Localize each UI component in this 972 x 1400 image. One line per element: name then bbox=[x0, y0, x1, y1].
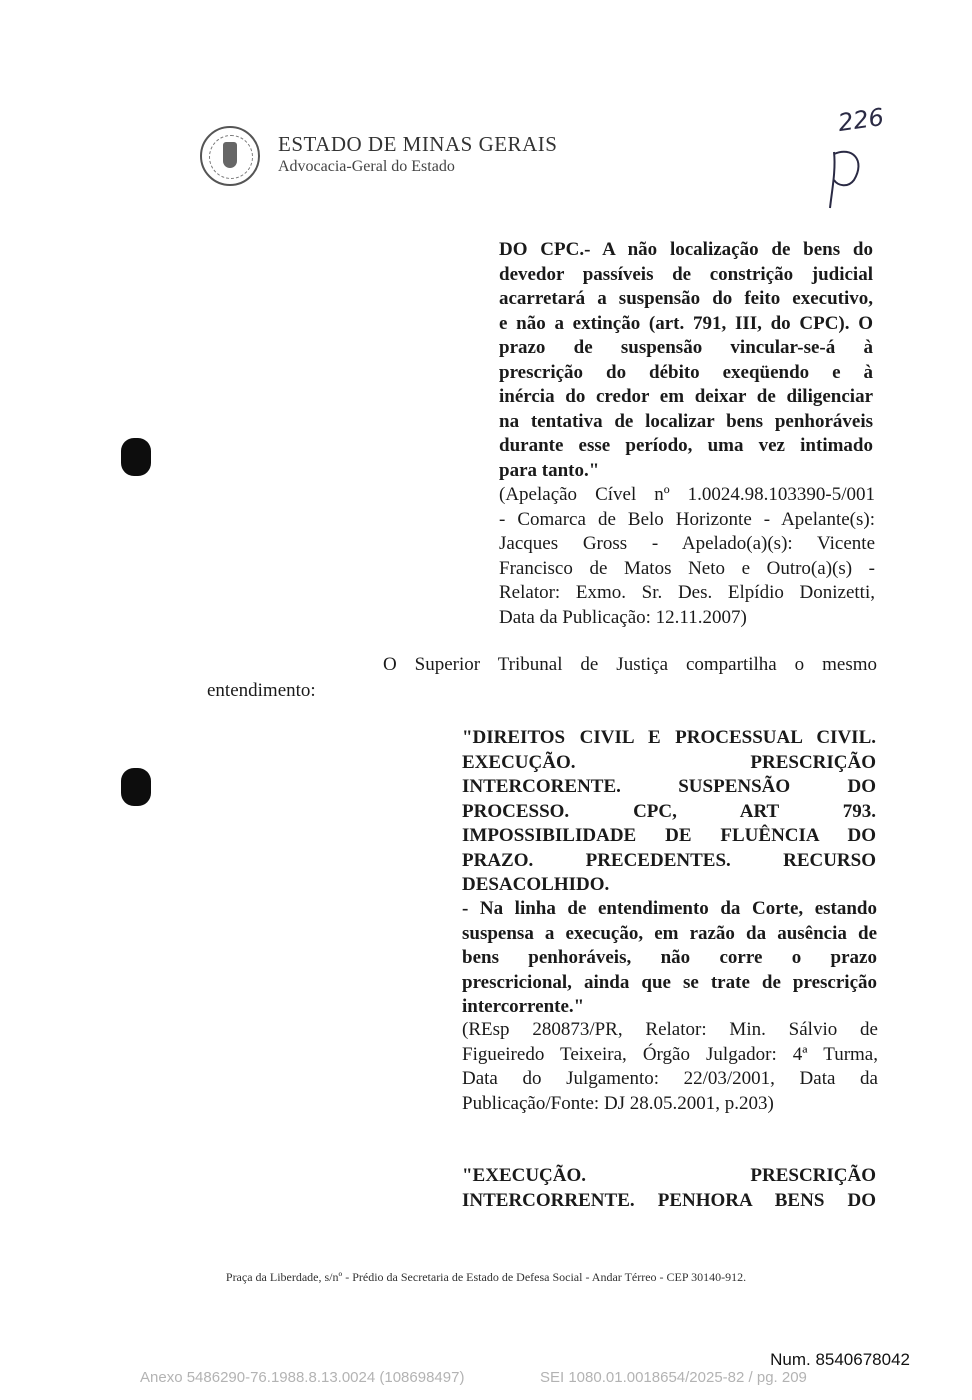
quote-3-heading-line: INTERCORRENTE. PENHORA BENS DO bbox=[462, 1189, 876, 1211]
footer-address: Praça da Liberdade, s/nº - Prédio da Secretaria de Estado de Defesa Social - Andar Térreo - CEP 30140-912. bbox=[225, 1270, 747, 1284]
citation-2-line: (REsp 280873/PR, Relator: Min. Sálvio de bbox=[462, 1019, 878, 1040]
sei-watermark: SEI 1080.01.0018654/2025-82 / pg. 209 bbox=[540, 1369, 807, 1386]
quote-1-line: prescrição do débito exeqüendo e à bbox=[499, 361, 873, 383]
paragraph-2-line-1 bbox=[383, 654, 877, 676]
handwritten-initial bbox=[826, 140, 868, 212]
quote-2-heading-line: IMPOSSIBILIDADE DE FLUÊNCIA DO bbox=[462, 825, 876, 846]
citation-1-line: (Apelação Cível nº 1.0024.98.103390-5/001 bbox=[499, 484, 875, 505]
citation-1-line: Relator: Exmo. Sr. Des. Elpídio Donizetti, bbox=[499, 582, 875, 603]
punch-hole-bottom bbox=[121, 768, 151, 806]
quote-1-line: inércia do credor em deixar de diligenciar bbox=[499, 386, 873, 407]
citation-1-line: Francisco de Matos Neto e Outro(a)(s) - bbox=[499, 557, 875, 579]
quote-2-heading-line: INTERCORENTE. SUSPENSÃO DO bbox=[462, 776, 876, 797]
handwritten-page-number: 226 bbox=[836, 102, 886, 138]
quote-2-body-line: - Na linha de entendimento da Corte, estando bbox=[462, 898, 877, 919]
coat-of-arms-seal bbox=[200, 126, 260, 186]
paragraph-2-text: O Superior Tribunal de Justiça compartilha o mesmo bbox=[383, 654, 877, 675]
citation-1 bbox=[499, 483, 875, 630]
quote-1-line: DO CPC.- A não localização de bens do bbox=[499, 239, 873, 260]
paragraph-2-line-2: entendimento: bbox=[207, 680, 316, 701]
quote-2-heading-line: EXECUÇÃO. PRESCRIÇÃO bbox=[462, 751, 876, 773]
header-title: ESTADO DE MINAS GERAIS bbox=[278, 132, 558, 156]
header-subtitle: Advocacia-Geral do Estado bbox=[278, 158, 455, 175]
citation-1-line: Jacques Gross - Apelado(a)(s): Vicente bbox=[499, 533, 875, 554]
document-number: Num. 8540678042 bbox=[770, 1350, 910, 1369]
citation-2-line: Data do Julgamento: 22/03/2001, Data da bbox=[462, 1068, 878, 1089]
citation-1-line: - Comarca de Belo Horizonte - Apelante(s): bbox=[499, 508, 875, 530]
quote-1-line: para tanto." bbox=[499, 459, 600, 481]
quote-1-line: e não a extinção (art. 791, III, do CPC). O bbox=[499, 312, 873, 334]
citation-2 bbox=[462, 1018, 878, 1116]
quote-2-body-line: bens penhoráveis, não corre o prazo bbox=[462, 947, 877, 968]
quote-3-heading bbox=[462, 1164, 876, 1213]
punch-hole-top bbox=[121, 438, 151, 476]
quote-1-line: prazo de suspensão vincular-se-á à bbox=[499, 337, 873, 358]
quote-3-heading-line: "EXECUÇÃO. PRESCRIÇÃO bbox=[462, 1165, 876, 1186]
quote-2-heading-line: PROCESSO. CPC, ART 793. bbox=[462, 800, 876, 822]
quote-2-body bbox=[462, 897, 877, 1020]
quote-1-line: acarretará a suspensão do feito executivo, bbox=[499, 288, 873, 309]
quote-2-heading-line: PRAZO. PRECEDENTES. RECURSO bbox=[462, 849, 876, 871]
quote-2-body-line: suspensa a execução, em razão da ausência de bbox=[462, 922, 877, 944]
quote-1-line: devedor passíveis de constrição judicial bbox=[499, 263, 873, 285]
quote-2-body-line: intercorrente." bbox=[462, 996, 585, 1017]
quote-1 bbox=[499, 238, 873, 483]
quote-2-heading bbox=[462, 726, 876, 898]
citation-1-line: Data da Publicação: 12.11.2007) bbox=[499, 606, 747, 628]
quote-2-heading-line: "DIREITOS CIVIL E PROCESSUAL CIVIL. bbox=[462, 727, 876, 748]
quote-2-heading-line: DESACOLHIDO. bbox=[462, 874, 610, 895]
quote-1-line: na tentativa de localizar bens penhoráveis bbox=[499, 410, 873, 432]
quote-2-body-line: prescricional, ainda que se trate de prescrição bbox=[462, 971, 877, 993]
citation-2-line: Figueiredo Teixeira, Órgão Julgador: 4ª Turma, bbox=[462, 1043, 878, 1065]
quote-1-line: durante esse período, uma vez intimado bbox=[499, 435, 873, 456]
anexo-watermark: Anexo 5486290-76.1988.8.13.0024 (108698497) bbox=[140, 1369, 465, 1386]
citation-2-line: Publicação/Fonte: DJ 28.05.2001, p.203) bbox=[462, 1092, 774, 1114]
